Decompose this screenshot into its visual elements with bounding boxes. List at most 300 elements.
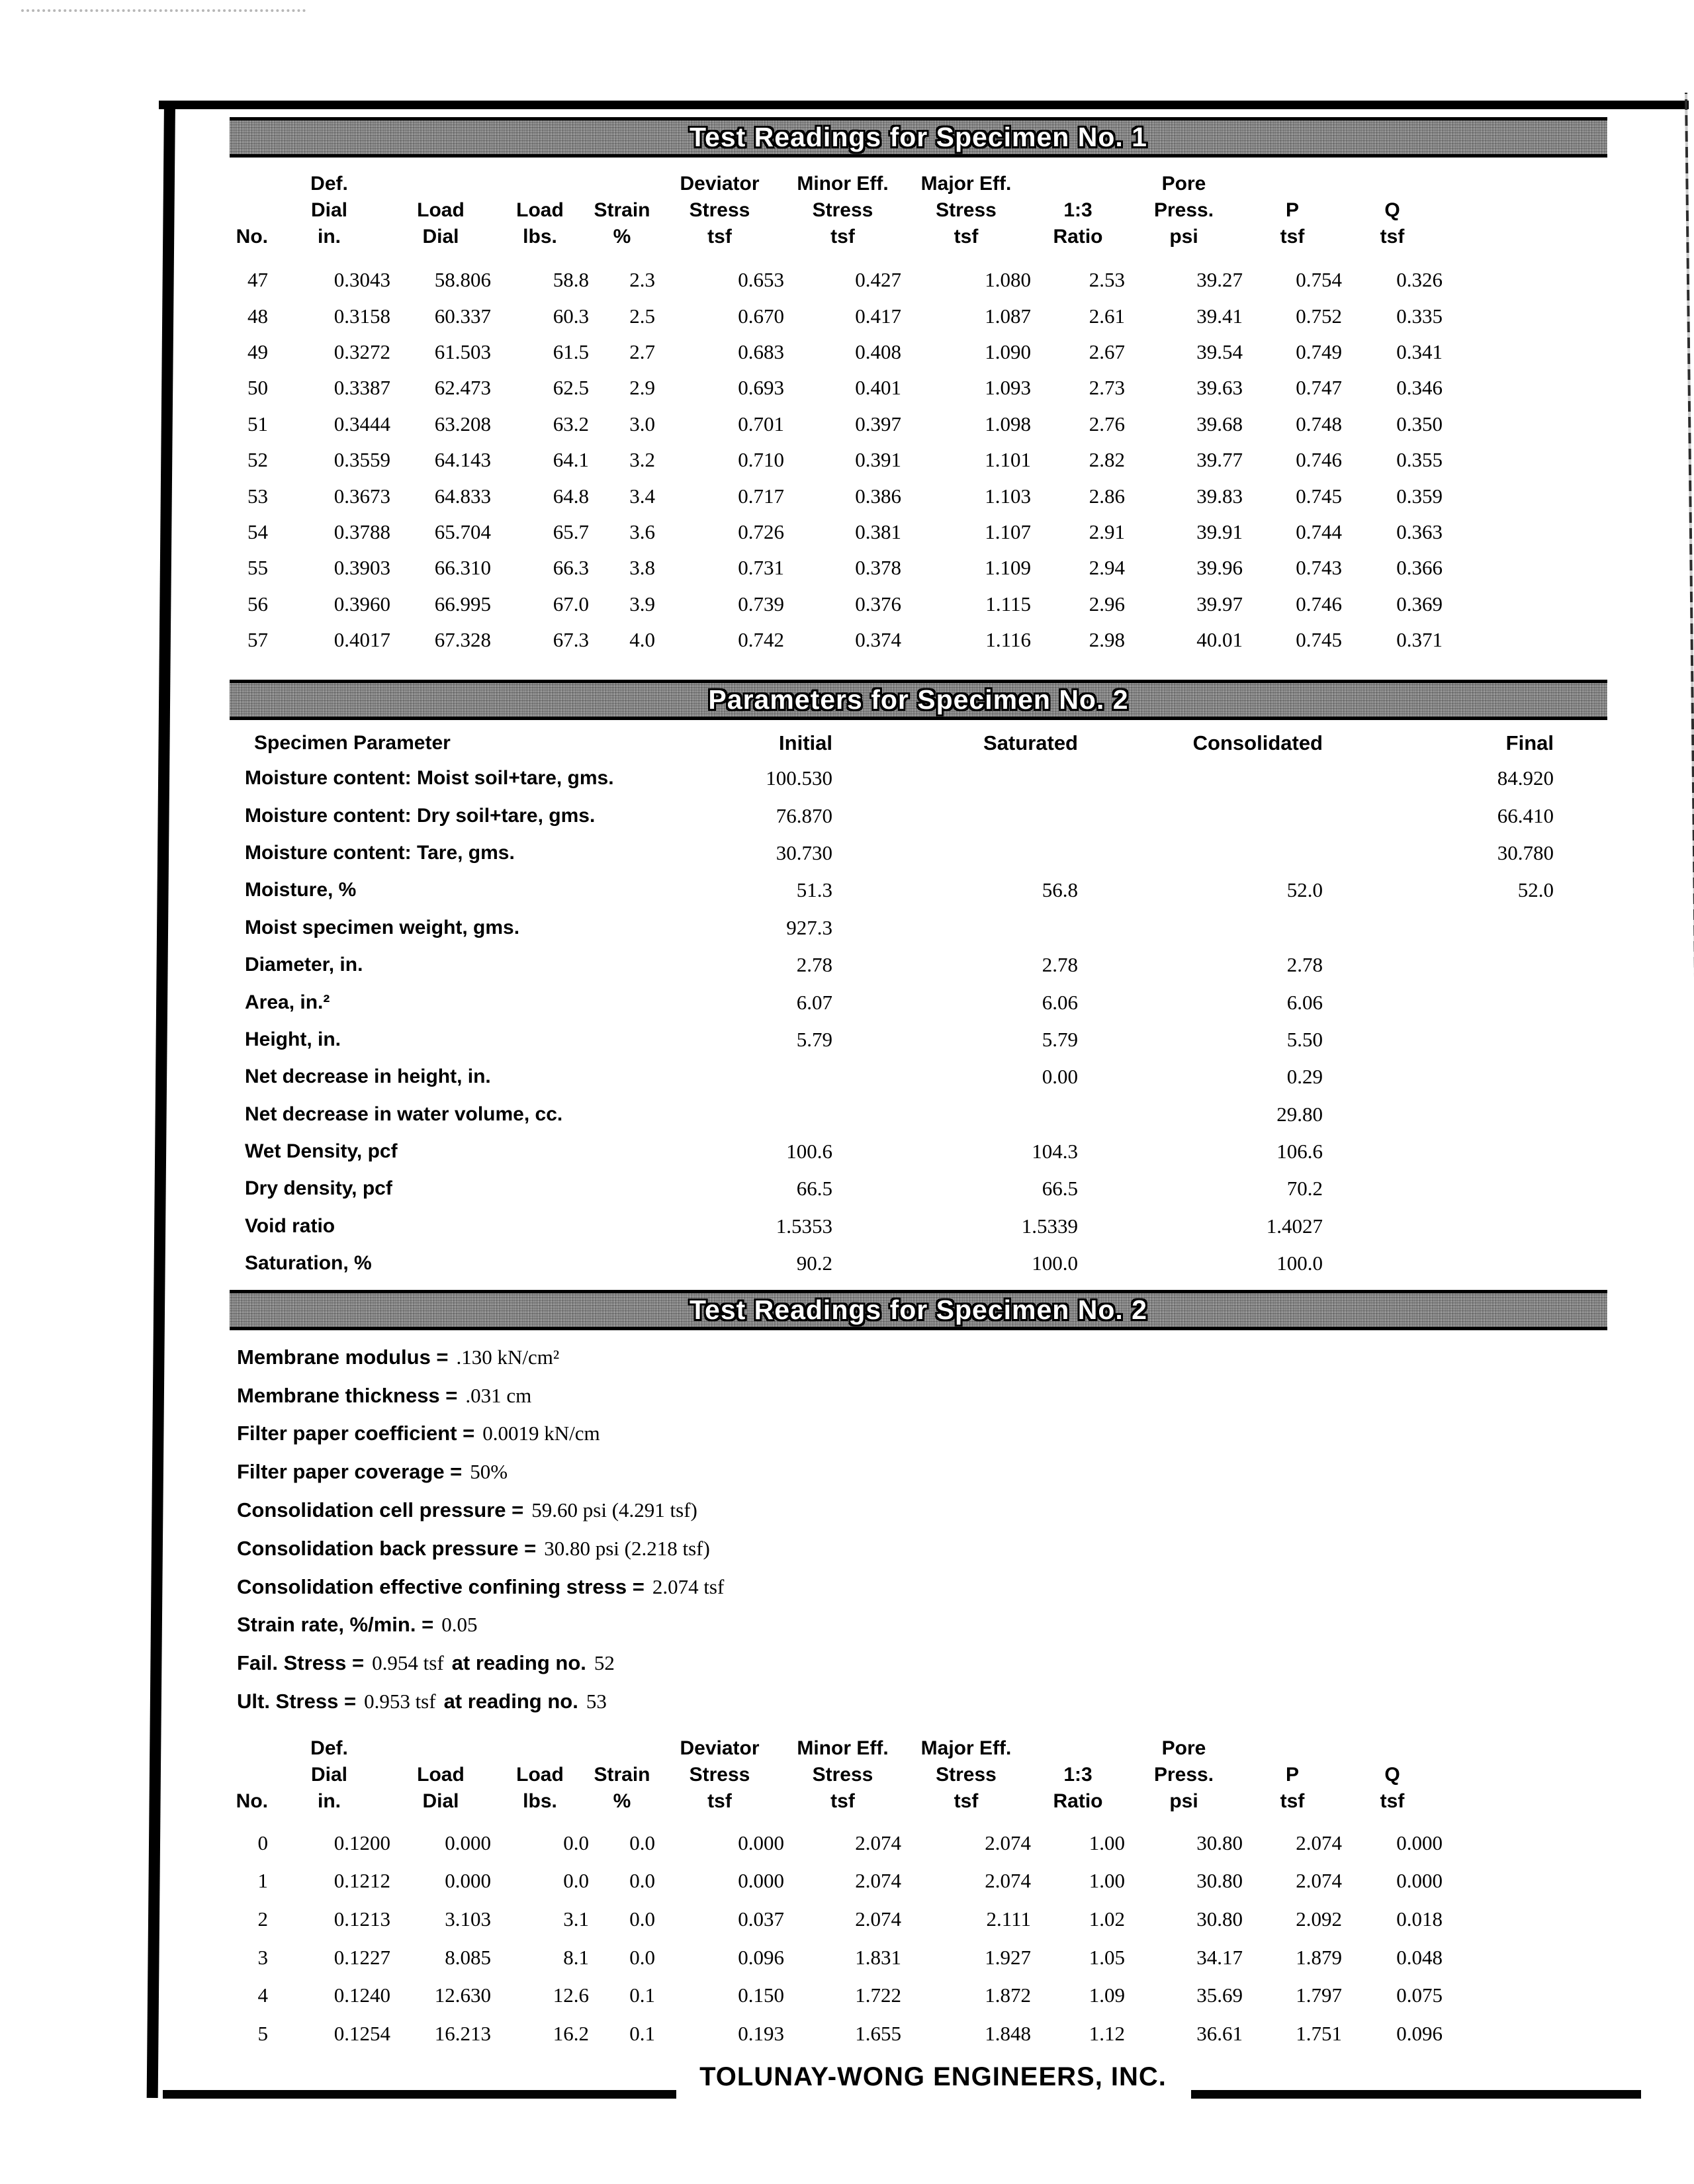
table-cell: 66.3 [553, 556, 589, 580]
table-cell: 1.722 [855, 1983, 901, 2007]
column-header-cell: Ratio [1053, 1790, 1103, 1812]
table-cell: 39.54 [1196, 340, 1243, 363]
section-title-bar-readings-1 [230, 117, 1607, 158]
note-value: 53 [586, 1690, 607, 1713]
column-header-cell: Stress [936, 1764, 997, 1786]
table-cell: 0.359 [1396, 484, 1443, 508]
column-header-cell: in. [318, 1790, 341, 1812]
note-label: Filter paper coefficient = [237, 1422, 475, 1445]
table-cell: 0.742 [738, 628, 784, 652]
column-header-cell: Dial [422, 1790, 459, 1812]
parameter-value-initial: 6.07 [796, 990, 832, 1014]
table-cell: 0.381 [855, 520, 901, 543]
table-cell: 0.096 [738, 1945, 784, 1969]
table-cell: 67.328 [434, 628, 491, 652]
table-cell: 0.731 [738, 556, 784, 580]
column-header-cell: Strain [594, 1764, 650, 1786]
table-cell: 2.86 [1089, 484, 1125, 508]
parameter-label: Saturation, % [245, 1252, 372, 1275]
table-cell: 1.116 [985, 628, 1031, 652]
table-cell: 2.67 [1089, 340, 1125, 363]
parameter-row [245, 1170, 1554, 1207]
table-cell: 30.80 [1196, 1831, 1243, 1854]
table-cell: 0.3387 [334, 376, 390, 400]
parameter-value-consolidated: 70.2 [1286, 1177, 1323, 1201]
parameter-label: Dry density, pcf [245, 1177, 392, 1200]
table-cell: 0.0 [629, 1945, 655, 1969]
table-cell: 39.41 [1196, 304, 1243, 328]
parameter-value-saturated: 0.00 [1042, 1065, 1078, 1089]
table-cell: 53 [247, 484, 268, 508]
table-cell: 0 [257, 1831, 268, 1854]
column-header-cell: in. [318, 226, 341, 248]
table-cell: 2.074 [1296, 1831, 1342, 1854]
table-cell: 3 [257, 1945, 268, 1969]
readings-2-data-rows [179, 1824, 1443, 2053]
note-value: 50% [470, 1460, 508, 1484]
table-cell: 0.3043 [334, 268, 390, 292]
footer-rule-left [163, 2090, 676, 2099]
parameter-row [245, 1058, 1554, 1095]
parameter-label: Height, in. [245, 1028, 341, 1050]
column-header-row [179, 1762, 1443, 1788]
table-cell: 0.000 [1396, 1869, 1443, 1893]
table-cell: 0.739 [738, 592, 784, 615]
table-cell: 2.82 [1089, 448, 1125, 472]
note-line [237, 1529, 724, 1568]
table-cell: 40.01 [1196, 628, 1243, 652]
table-row [179, 370, 1443, 406]
note-line [237, 1491, 724, 1529]
parameter-value-initial: 51.3 [796, 878, 832, 902]
column-header-cell: Deviator [680, 1737, 760, 1759]
table-cell: 0.000 [738, 1831, 784, 1854]
table-cell: 1.107 [985, 520, 1031, 543]
table-cell: 1.087 [985, 304, 1031, 328]
table-cell: 1.751 [1296, 2021, 1342, 2045]
parameter-value-consolidated: 0.29 [1286, 1065, 1323, 1089]
table-cell: 62.5 [553, 376, 589, 400]
section-title-bar-parameters-2 [230, 680, 1607, 720]
table-cell: 2.074 [985, 1869, 1031, 1893]
table-cell: 65.704 [434, 520, 491, 543]
table-cell: 0.355 [1396, 448, 1443, 472]
table-cell: 0.3673 [334, 484, 390, 508]
parameter-label: Moisture, % [245, 879, 357, 901]
table-cell: 0.710 [738, 448, 784, 472]
table-cell: 2.96 [1089, 592, 1125, 615]
parameter-value-final: 30.780 [1497, 841, 1554, 864]
column-header-cell: Stress [689, 199, 750, 221]
table-cell: 0.747 [1296, 376, 1342, 400]
table-cell: 0.1 [629, 1983, 655, 2007]
column-header-row [179, 224, 1443, 250]
column-header-cell: Strain [594, 199, 650, 221]
table-cell: 0.371 [1396, 628, 1443, 652]
readings-1-column-headers [179, 171, 1443, 250]
table-row [179, 262, 1443, 298]
table-cell: 0.4017 [334, 628, 390, 652]
parameter-value-initial: 66.5 [796, 1177, 832, 1201]
parameter-label: Area, in.² [245, 991, 330, 1013]
note-label: Membrane thickness = [237, 1383, 458, 1407]
table-cell: 64.1 [553, 448, 589, 472]
report-frame-top-border [159, 101, 1689, 109]
table-cell: 2.074 [855, 1907, 901, 1931]
note-line [237, 1453, 724, 1491]
note-label: at reading no. [443, 1690, 578, 1713]
table-cell: 0.000 [445, 1831, 491, 1854]
parameter-value-initial: 1.5353 [776, 1214, 832, 1238]
note-line [237, 1606, 724, 1645]
column-header-cell: No. [236, 226, 268, 248]
table-cell: 30.80 [1196, 1869, 1243, 1893]
table-cell: 63.2 [553, 412, 589, 435]
parameter-value-saturated: 2.78 [1042, 953, 1078, 977]
table-cell: 0.3444 [334, 412, 390, 435]
table-cell: 0.427 [855, 268, 901, 292]
table-cell: 1.115 [985, 592, 1031, 615]
table-cell: 0.150 [738, 1983, 784, 2007]
table-row [179, 406, 1443, 442]
table-cell: 0.1254 [334, 2021, 390, 2045]
table-cell: 49 [247, 340, 268, 363]
table-cell: 0.717 [738, 484, 784, 508]
table-cell: 4 [257, 1983, 268, 2007]
column-header-row [179, 171, 1443, 197]
parameter-value-initial: 100.6 [786, 1140, 832, 1163]
parameter-label: Net decrease in water volume, cc. [245, 1103, 563, 1125]
table-cell: 36.61 [1196, 2021, 1243, 2045]
column-header-cell: Dial [310, 1764, 348, 1786]
column-header-cell: Minor Eff. [797, 173, 889, 195]
table-cell: 0.0 [563, 1831, 589, 1854]
column-header-cell: tsf [954, 226, 979, 248]
column-header-cell: tsf [707, 1790, 732, 1812]
table-cell: 48 [247, 304, 268, 328]
table-cell: 2.9 [629, 376, 655, 400]
table-cell: 3.0 [629, 412, 655, 435]
table-cell: 3.8 [629, 556, 655, 580]
table-cell: 50 [247, 376, 268, 400]
column-header-cell: Load [516, 199, 564, 221]
note-label: Strain rate, %/min. = [237, 1613, 434, 1637]
parameter-label: Diameter, in. [245, 954, 363, 976]
table-cell: 2.73 [1089, 376, 1125, 400]
table-cell: 64.143 [434, 448, 491, 472]
column-header-cell: No. [236, 1790, 268, 1812]
table-cell: 5 [257, 2021, 268, 2045]
table-cell: 0.653 [738, 268, 784, 292]
table-cell: 1.02 [1089, 1907, 1125, 1931]
specimen-2-test-notes [237, 1338, 724, 1721]
table-cell: 0.3158 [334, 304, 390, 328]
table-cell: 1.00 [1089, 1831, 1125, 1854]
column-header-cell: tsf [707, 226, 732, 248]
table-cell: 61.503 [434, 340, 491, 363]
table-cell: 0.048 [1396, 1945, 1443, 1969]
table-cell: 0.752 [1296, 304, 1342, 328]
column-header-cell: tsf [1280, 226, 1305, 248]
column-header-cell: Pore [1161, 173, 1206, 195]
table-cell: 0.018 [1396, 1907, 1443, 1931]
table-cell: 39.91 [1196, 520, 1243, 543]
table-cell: 2.074 [855, 1869, 901, 1893]
column-header-cell: Dial [422, 226, 459, 248]
table-cell: 0.037 [738, 1907, 784, 1931]
column-header-cell: Major Eff. [920, 1737, 1012, 1759]
table-row [179, 478, 1443, 514]
note-label: Consolidation cell pressure = [237, 1498, 524, 1522]
column-header-row [179, 1735, 1443, 1762]
note-value: 0.954 tsf [372, 1651, 444, 1675]
table-cell: 39.27 [1196, 268, 1243, 292]
table-cell: 16.2 [553, 2021, 589, 2045]
column-header-cell: Pore [1161, 1737, 1206, 1759]
note-line [237, 1568, 724, 1606]
note-label: Fail. Stress = [237, 1651, 365, 1675]
section-title-parameters-2: Parameters for Specimen No. 2 [708, 684, 1129, 715]
table-cell: 3.6 [629, 520, 655, 543]
table-cell: 64.833 [434, 484, 491, 508]
parameter-label: Moist specimen weight, gms. [245, 916, 520, 938]
table-cell: 0.363 [1396, 520, 1443, 543]
column-header-cell: Minor Eff. [797, 1737, 889, 1759]
parameter-value-consolidated: 1.4027 [1266, 1214, 1323, 1238]
note-line [237, 1644, 724, 1682]
table-cell: 0.096 [1396, 2021, 1443, 2045]
table-cell: 0.408 [855, 340, 901, 363]
table-row [179, 586, 1443, 622]
table-cell: 0.350 [1396, 412, 1443, 435]
table-cell: 1.848 [985, 2021, 1031, 2045]
table-cell: 30.80 [1196, 1907, 1243, 1931]
report-frame-left-border [147, 101, 175, 2098]
column-header-cell: Deviator [680, 173, 760, 195]
table-cell: 39.83 [1196, 484, 1243, 508]
table-cell: 0.726 [738, 520, 784, 543]
table-cell: 1.090 [985, 340, 1031, 363]
column-header-cell: tsf [954, 1790, 979, 1812]
table-cell: 1.101 [985, 448, 1031, 472]
table-cell: 8.1 [563, 1945, 589, 1969]
column-header-cell: lbs. [523, 226, 557, 248]
parameter-value-final: 52.0 [1517, 878, 1554, 902]
parameter-row [245, 909, 1554, 946]
column-header-cell: tsf [1380, 1790, 1405, 1812]
parameter-row [245, 760, 1554, 797]
table-cell: 12.630 [434, 1983, 491, 2007]
footer-company-name: TOLUNAY-WONG ENGINEERS, INC. [699, 2062, 1167, 2091]
table-cell: 3.1 [563, 1907, 589, 1931]
parameter-value-saturated: 56.8 [1042, 878, 1078, 902]
table-cell: 2.53 [1089, 268, 1125, 292]
table-row [179, 1900, 1443, 1938]
table-row [179, 514, 1443, 550]
parameter-row [245, 1245, 1554, 1282]
parameter-value-consolidated: 100.0 [1276, 1251, 1323, 1275]
note-label: Consolidation back pressure = [237, 1536, 537, 1560]
column-header-cell: 1:3 [1063, 199, 1092, 221]
table-row [179, 550, 1443, 586]
parameter-row [245, 1096, 1554, 1133]
parameter-value-initial: 90.2 [796, 1251, 832, 1275]
table-cell: 34.17 [1196, 1945, 1243, 1969]
parameters-specimen-2-table [245, 727, 1554, 1282]
table-cell: 0.3272 [334, 340, 390, 363]
table-cell: 2.074 [855, 1831, 901, 1854]
table-row [179, 298, 1443, 334]
parameter-value-saturated: 1.5339 [1021, 1214, 1078, 1238]
note-value: 0.0019 kN/cm [482, 1422, 600, 1445]
table-cell: 0.376 [855, 592, 901, 615]
table-cell: 2.092 [1296, 1907, 1342, 1931]
column-header-cell: Q [1384, 1764, 1400, 1786]
column-header-cell: tsf [830, 226, 855, 248]
table-cell: 0.417 [855, 304, 901, 328]
parameter-value-saturated: 100.0 [1032, 1251, 1078, 1275]
table-cell: 0.374 [855, 628, 901, 652]
table-cell: 2.111 [986, 1907, 1031, 1931]
table-cell: 0.0 [629, 1907, 655, 1931]
table-cell: 0.754 [1296, 268, 1342, 292]
table-cell: 0.397 [855, 412, 901, 435]
table-cell: 0.748 [1296, 412, 1342, 435]
table-cell: 2.074 [985, 1831, 1031, 1854]
note-value: 2.074 tsf [652, 1574, 725, 1598]
table-cell: 0.391 [855, 448, 901, 472]
table-cell: 16.213 [434, 2021, 491, 2045]
table-cell: 1.09 [1089, 1983, 1125, 2007]
parameter-value-initial: 30.730 [776, 841, 832, 864]
note-label: at reading no. [451, 1651, 586, 1675]
table-cell: 0.670 [738, 304, 784, 328]
column-header-cell: Def. [310, 173, 348, 195]
table-cell: 39.97 [1196, 592, 1243, 615]
note-value: 0.953 tsf [364, 1690, 436, 1713]
parameter-row [245, 946, 1554, 983]
column-header-cell: P [1285, 1764, 1299, 1786]
table-cell: 1.12 [1089, 2021, 1125, 2045]
readings-1-data-rows [179, 262, 1443, 658]
table-cell: 0.1240 [334, 1983, 390, 2007]
table-row [179, 1976, 1443, 2015]
note-line [237, 1415, 724, 1453]
column-header-cell: psi [1169, 1790, 1198, 1812]
table-cell: 2.074 [1296, 1869, 1342, 1893]
column-header-cell: Dial [310, 199, 348, 221]
table-cell: 62.473 [434, 376, 491, 400]
parameter-value-final: 66.410 [1497, 803, 1554, 827]
parameter-label: Moisture content: Tare, gms. [245, 841, 515, 864]
table-cell: 52 [247, 448, 268, 472]
column-header-cell: Stress [689, 1764, 750, 1786]
table-cell: 2.94 [1089, 556, 1125, 580]
table-cell: 0.3788 [334, 520, 390, 543]
column-header-cell: Press. [1153, 199, 1214, 221]
table-cell: 3.9 [629, 592, 655, 615]
table-cell: 0.3960 [334, 592, 390, 615]
table-cell: 0.749 [1296, 340, 1342, 363]
table-cell: 3.103 [445, 1907, 491, 1931]
table-cell: 58.806 [434, 268, 491, 292]
table-cell: 3.4 [629, 484, 655, 508]
table-cell: 0.341 [1396, 340, 1443, 363]
table-cell: 0.743 [1296, 556, 1342, 580]
table-cell: 0.335 [1396, 304, 1443, 328]
table-cell: 1.098 [985, 412, 1031, 435]
parameter-value-consolidated: 52.0 [1286, 878, 1323, 902]
column-header-cell: % [613, 1790, 631, 1812]
table-cell: 1.879 [1296, 1945, 1342, 1969]
table-cell: 57 [247, 628, 268, 652]
table-cell: 65.7 [553, 520, 589, 543]
table-cell: 0.744 [1296, 520, 1342, 543]
table-cell: 2.3 [629, 268, 655, 292]
table-cell: 0.3903 [334, 556, 390, 580]
column-header-cell: Specimen Parameter [254, 732, 451, 754]
note-label: Ult. Stress = [237, 1690, 357, 1713]
table-cell: 51 [247, 412, 268, 435]
table-cell: 2 [257, 1907, 268, 1931]
table-cell: 2.5 [629, 304, 655, 328]
parameter-row [245, 1133, 1554, 1170]
table-cell: 0.746 [1296, 448, 1342, 472]
table-cell: 0.683 [738, 340, 784, 363]
parameter-label: Moisture content: Moist soil+tare, gms. [245, 767, 614, 790]
column-header-cell: tsf [830, 1790, 855, 1812]
table-cell: 4.0 [629, 628, 655, 652]
table-cell: 0.1213 [334, 1907, 390, 1931]
table-cell: 1.093 [985, 376, 1031, 400]
table-cell: 0.075 [1396, 1983, 1443, 2007]
parameter-value-saturated: 5.79 [1042, 1027, 1078, 1051]
note-line [237, 1338, 724, 1377]
parameter-value-consolidated: 5.50 [1286, 1027, 1323, 1051]
table-cell: 39.63 [1196, 376, 1243, 400]
parameter-row [245, 835, 1554, 872]
parameter-value-final: 84.920 [1497, 766, 1554, 790]
parameter-value-consolidated: 6.06 [1286, 990, 1323, 1014]
report-frame-right-border [1685, 93, 1694, 2111]
table-cell: 35.69 [1196, 1983, 1243, 2007]
table-cell: 1.109 [985, 556, 1031, 580]
readings-2-column-headers [179, 1735, 1443, 1815]
table-cell: 39.77 [1196, 448, 1243, 472]
note-value: 52 [594, 1651, 615, 1675]
table-cell: 3.2 [629, 448, 655, 472]
table-cell: 61.5 [553, 340, 589, 363]
column-header-cell: tsf [1280, 1790, 1305, 1812]
table-cell: 39.68 [1196, 412, 1243, 435]
column-header-cell: % [613, 226, 631, 248]
parameter-value-saturated: 104.3 [1032, 1140, 1078, 1163]
table-cell: 47 [247, 268, 268, 292]
table-cell: 8.085 [445, 1945, 491, 1969]
note-label: Membrane modulus = [237, 1345, 449, 1369]
table-cell: 2.91 [1089, 520, 1125, 543]
note-value: 59.60 psi (4.291 tsf) [531, 1498, 697, 1522]
table-cell: 2.76 [1089, 412, 1125, 435]
scan-artifact-dots [21, 9, 306, 12]
parameter-row [245, 872, 1554, 909]
parameter-row [245, 1208, 1554, 1245]
column-header-cell: Load [516, 1764, 564, 1786]
table-cell: 1.00 [1089, 1869, 1125, 1893]
table-cell: 0.386 [855, 484, 901, 508]
table-cell: 0.1227 [334, 1945, 390, 1969]
column-header-row [179, 1788, 1443, 1815]
